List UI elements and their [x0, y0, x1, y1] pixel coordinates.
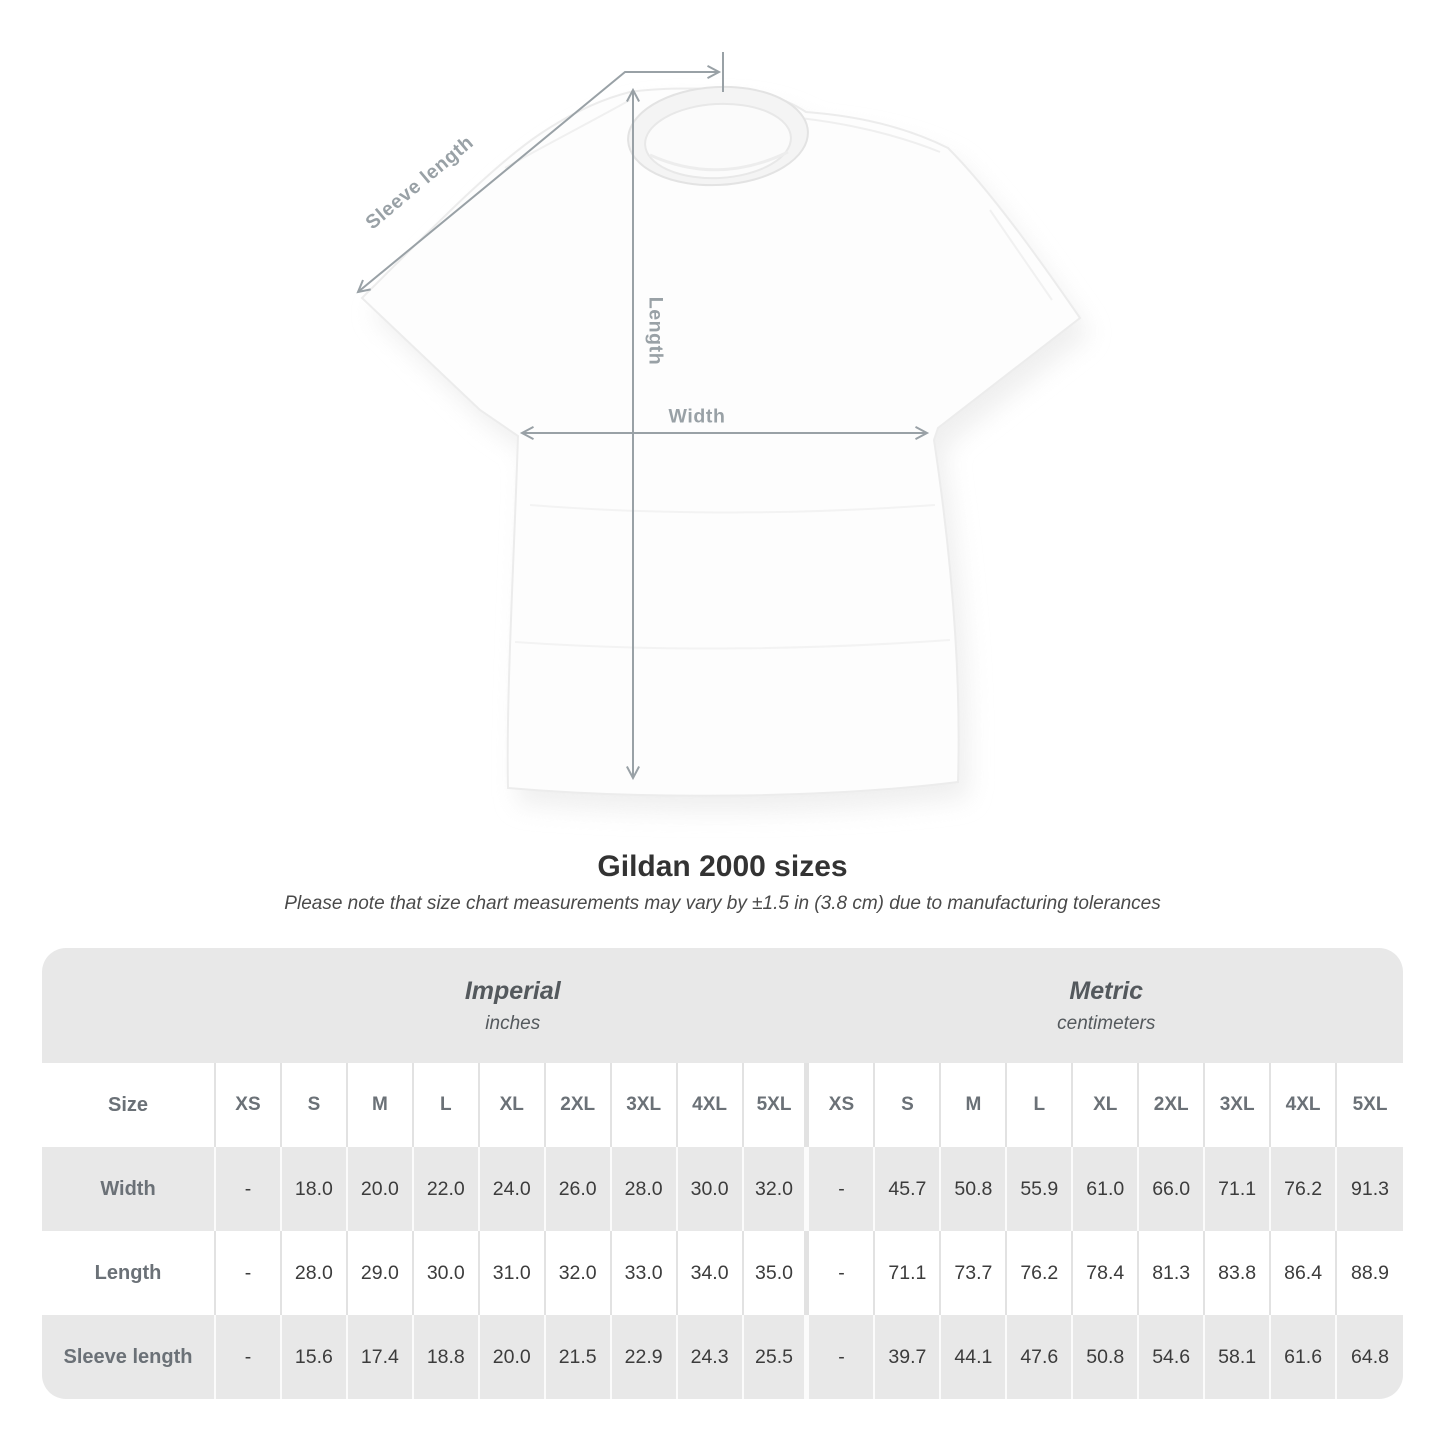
size-header-imperial: 3XL: [612, 1063, 678, 1147]
value-cell: 61.6: [1271, 1315, 1337, 1399]
size-header-metric: 4XL: [1271, 1063, 1337, 1147]
value-cell: 55.9: [1007, 1147, 1073, 1231]
size-header-imperial: L: [414, 1063, 480, 1147]
value-cell: 35.0: [744, 1231, 810, 1315]
value-cell: 54.6: [1139, 1315, 1205, 1399]
imperial-group-header: [216, 948, 810, 1063]
length-label: Length: [644, 296, 667, 366]
value-cell: 17.4: [348, 1315, 414, 1399]
metric-unit: centimeters: [1057, 1012, 1156, 1034]
size-header-imperial: 2XL: [546, 1063, 612, 1147]
value-cell: 24.3: [678, 1315, 744, 1399]
value-cell: -: [216, 1231, 282, 1315]
size-table: [42, 948, 1403, 1399]
value-cell: 50.8: [941, 1147, 1007, 1231]
value-cell: 32.0: [546, 1231, 612, 1315]
value-cell: 33.0: [612, 1231, 678, 1315]
value-cell: 78.4: [1073, 1231, 1139, 1315]
sleeve-length-label: Sleeve length: [361, 131, 478, 234]
value-cell: 30.0: [678, 1147, 744, 1231]
value-cell: 34.0: [678, 1231, 744, 1315]
size-header-metric: S: [875, 1063, 941, 1147]
value-cell: 29.0: [348, 1231, 414, 1315]
size-header-metric: 3XL: [1205, 1063, 1271, 1147]
size-header-imperial: S: [282, 1063, 348, 1147]
size-header-imperial: XL: [480, 1063, 546, 1147]
value-cell: 26.0: [546, 1147, 612, 1231]
size-header-imperial: 5XL: [744, 1063, 810, 1147]
value-cell: 71.1: [875, 1231, 941, 1315]
value-cell: 21.5: [546, 1315, 612, 1399]
size-header-imperial: 4XL: [678, 1063, 744, 1147]
value-cell: 39.7: [875, 1315, 941, 1399]
value-cell: 45.7: [875, 1147, 941, 1231]
value-cell: 30.0: [414, 1231, 480, 1315]
imperial-unit: inches: [485, 1012, 541, 1034]
size-header-metric: M: [941, 1063, 1007, 1147]
value-cell: 64.8: [1351, 1345, 1389, 1368]
value-cell: 25.5: [744, 1315, 810, 1399]
imperial-title: Imperial: [464, 976, 561, 1005]
value-cell: 24.0: [480, 1147, 546, 1231]
value-cell: 15.6: [282, 1315, 348, 1399]
value-cell: 47.6: [1007, 1315, 1073, 1399]
tolerance-note: Please note that size chart measurements may vary by ±1.5 in (3.8 cm) due to manufacturing tolerances: [284, 893, 1161, 914]
width-row: [42, 1147, 1403, 1231]
metric-group-header: [810, 948, 1404, 1063]
value-cell: 66.0: [1139, 1147, 1205, 1231]
value-cell: 73.7: [941, 1231, 1007, 1315]
value-cell: 28.0: [612, 1147, 678, 1231]
size-header-row: [42, 1063, 1403, 1147]
value-cell: 31.0: [480, 1231, 546, 1315]
value-cell: 18.8: [414, 1315, 480, 1399]
value-cell: -: [216, 1147, 282, 1231]
value-cell: -: [809, 1147, 875, 1231]
value-cell: 44.1: [941, 1315, 1007, 1399]
value-cell: 50.8: [1073, 1315, 1139, 1399]
size-header-metric: L: [1007, 1063, 1073, 1147]
page-title: Gildan 2000 sizes: [597, 850, 848, 883]
size-header-metric: XS: [809, 1063, 875, 1147]
size-header-imperial: M: [348, 1063, 414, 1147]
value-cell: 71.1: [1205, 1147, 1271, 1231]
value-cell: 88.9: [1351, 1261, 1389, 1284]
size-column-header: Size: [42, 1063, 216, 1147]
value-cell: -: [809, 1315, 875, 1399]
width-label: Width: [668, 405, 726, 428]
value-cell: -: [809, 1231, 875, 1315]
length-row: [42, 1231, 1403, 1315]
value-cell: -: [216, 1315, 282, 1399]
value-cell: 22.9: [612, 1315, 678, 1399]
value-cell: 83.8: [1205, 1231, 1271, 1315]
value-cell: 22.0: [414, 1147, 480, 1231]
unit-group-band: [42, 948, 1403, 1063]
value-cell: 20.0: [348, 1147, 414, 1231]
size-header-metric: 2XL: [1139, 1063, 1205, 1147]
value-cell: 76.2: [1007, 1231, 1073, 1315]
value-cell: 81.3: [1139, 1231, 1205, 1315]
value-cell: 32.0: [744, 1147, 810, 1231]
row-label: Sleeve length: [42, 1315, 216, 1399]
value-cell: 20.0: [480, 1315, 546, 1399]
value-cell: 91.3: [1351, 1177, 1389, 1200]
sleeve-length-row: [42, 1315, 1403, 1399]
size-header-metric: XL: [1073, 1063, 1139, 1147]
value-cell: 76.2: [1271, 1147, 1337, 1231]
row-label: Width: [42, 1147, 216, 1231]
row-label: Length: [42, 1231, 216, 1315]
band-spacer: [42, 948, 216, 1063]
value-cell: 28.0: [282, 1231, 348, 1315]
size-header-imperial: XS: [216, 1063, 282, 1147]
tshirt-body: [362, 88, 1080, 795]
value-cell: 86.4: [1271, 1231, 1337, 1315]
metric-title: Metric: [1069, 976, 1144, 1005]
value-cell: 18.0: [282, 1147, 348, 1231]
value-cell: 58.1: [1205, 1315, 1271, 1399]
size-header-metric: 5XL: [1352, 1094, 1388, 1115]
value-cell: 61.0: [1073, 1147, 1139, 1231]
